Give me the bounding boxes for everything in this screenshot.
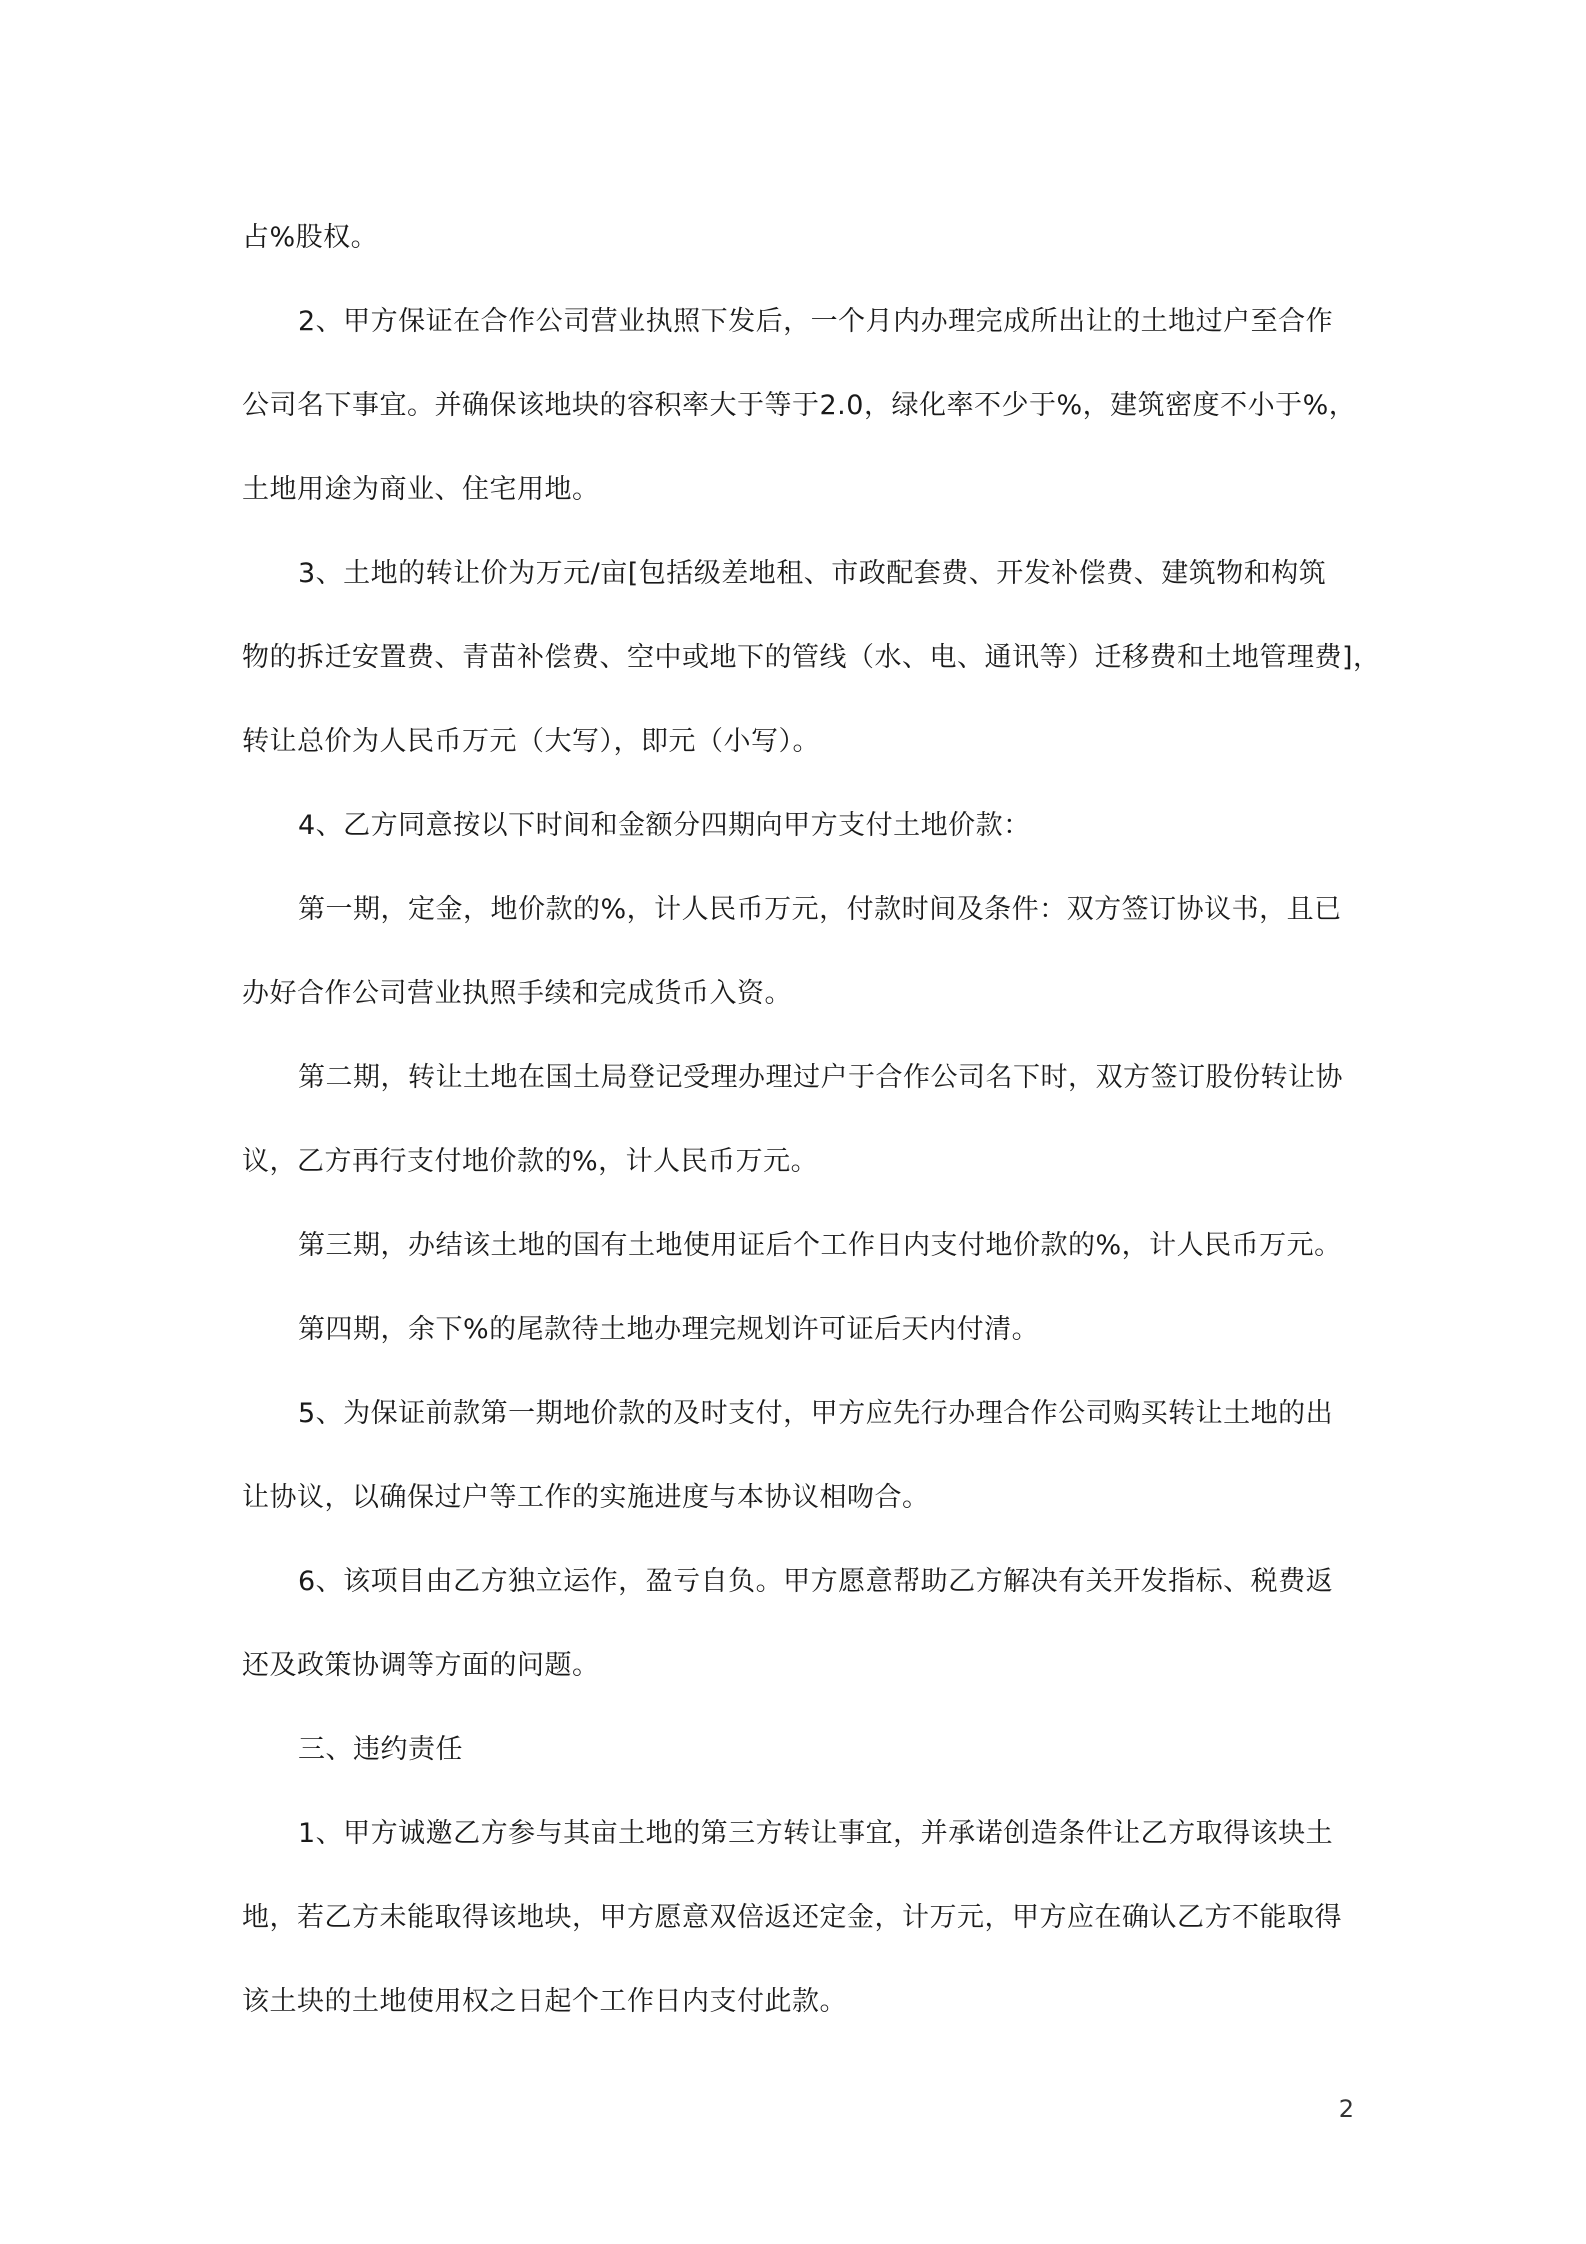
text-line: 办好合作公司营业执照手续和完成货币入资。 [242,978,792,1009]
text-line: 2、甲方保证在合作公司营业执照下发后，一个月内办理完成所出让的土地过户至合作 [298,306,1334,337]
page-number: 2 [1338,2095,1354,2123]
text-line: 公司名下事宜。并确保该地块的容积率大于等于2.0，绿化率不少于%，建筑密度不小于%， [242,390,1357,421]
text-line: 让协议，以确保过户等工作的实施进度与本协议相吻合。 [242,1482,930,1513]
text-line: 3、土地的转让价为万元/亩[包括级差地租、市政配套费、开发补偿费、建筑物和构筑 [298,558,1327,589]
text-line: 土地用途为商业、住宅用地。 [242,474,600,505]
text-line: 5、为保证前款第一期地价款的及时支付，甲方应先行办理合作公司购买转让土地的出 [298,1398,1334,1429]
text-line: 转让总价为人民币万元（大写），即元（小写）。 [242,726,820,757]
text-line: 占%股权。 [242,222,379,253]
text-line: 第三期，办结该土地的国有土地使用证后个工作日内支付地价款的%，计人民币万元。 [298,1230,1342,1261]
text-line: 4、乙方同意按以下时间和金额分四期向甲方支付土地价款： [298,810,1031,841]
text-line: 物的拆迁安置费、青苗补偿费、空中或地下的管线（水、电、通讯等）迁移费和土地管理费]， [242,642,1381,673]
text-line: 第二期，转让土地在国土局登记受理办理过户于合作公司名下时，双方签订股份转让协 [298,1062,1343,1093]
text-line: 还及政策协调等方面的问题。 [242,1650,600,1681]
text-line: 6、该项目由乙方独立运作，盈亏自负。甲方愿意帮助乙方解决有关开发指标、税费返 [298,1566,1334,1597]
text-line: 1、甲方诚邀乙方参与其亩土地的第三方转让事宜，并承诺创造条件让乙方取得该块土 [298,1818,1334,1849]
text-line: 议，乙方再行支付地价款的%，计人民币万元。 [242,1146,819,1177]
document-body [242,196,1381,2044]
text-line: 该土块的土地使用权之日起个工作日内支付此款。 [242,1986,847,2017]
text-line: 第一期，定金，地价款的%，计人民币万元，付款时间及条件：双方签订协议书，且已 [298,894,1342,925]
text-line: 第四期，余下%的尾款待土地办理完规划许可证后天内付清。 [298,1314,1040,1345]
text-line: 地，若乙方未能取得该地块，甲方愿意双倍返还定金，计万元，甲方应在确认乙方不能取得 [242,1902,1342,1933]
section-heading: 三、违约责任 [298,1734,463,1765]
